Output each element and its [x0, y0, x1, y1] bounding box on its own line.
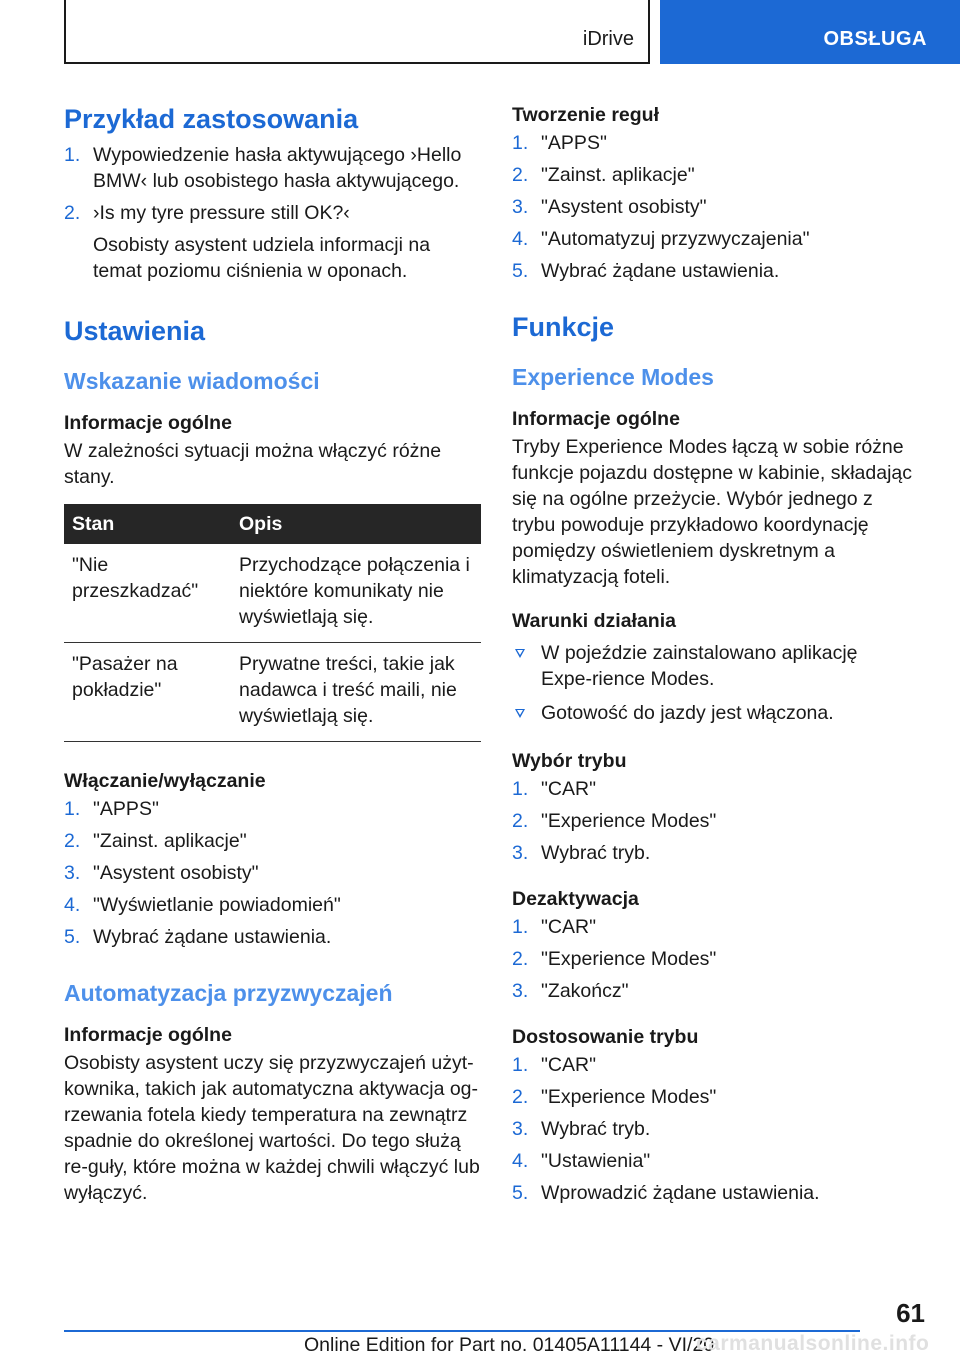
step-text: "Experience Modes" — [541, 1086, 717, 1108]
header-chapter-title: OBSŁUGA — [823, 28, 927, 50]
step-text: "CAR" — [541, 778, 597, 800]
step-number: 2. — [64, 830, 81, 852]
rules-step — [512, 162, 912, 188]
adjust-step — [512, 1116, 912, 1142]
step-text: ›Is my tyre pressure still OK?‹ — [93, 202, 350, 224]
heading-automation: Automatyzacja przyzwyczajeń — [64, 980, 393, 1006]
example-note: Osobisty asystent udziela informacji na temat poziomu ciśnienia w oponach. — [93, 234, 431, 282]
table-cell-description: Przychodzące połączenia i niektóre komunikaty nie wyświetlają się. — [231, 544, 481, 643]
step-number: 5. — [512, 260, 529, 282]
automation-text: Osobisty asystent uczy się przyzwyczajeń użyt-kownika, takich jak automatyczna aktywacja og-rzewania fotela kiedy temperatura na zewnątrz spadnie do określonej wartości. Do tego służą re-guły, które można w każdej chwili włączyć lub wyłączyć. — [64, 1052, 480, 1204]
onoff-step — [64, 924, 481, 950]
step-number: 2. — [512, 810, 529, 832]
step-text: Wybrać tryb. — [541, 842, 651, 864]
status-table — [64, 504, 481, 742]
step-text: "Asystent osobisty" — [541, 196, 707, 218]
step-number: 3. — [512, 196, 529, 218]
adjust-step — [512, 1180, 912, 1206]
step-text: Wybrać żądane ustawienia. — [93, 926, 332, 948]
condition-text: W pojeździe zainstalowano aplikację Expe-rience Modes. — [541, 642, 858, 690]
step-number: 1. — [512, 778, 529, 800]
table-cell-state: "Nie przeszkadzać" — [64, 544, 231, 643]
triangle-bullet-icon — [515, 649, 525, 658]
step-number: 1. — [512, 1054, 529, 1076]
step-text: Wybrać żądane ustawienia. — [541, 260, 780, 282]
step-number: 5. — [64, 926, 81, 948]
step-text: Wypowiedzenie hasła aktywującego ›Hello BMW‹ lub osobistego hasła aktywującego. — [93, 144, 462, 192]
modes-text: Tryby Experience Modes łączą w sobie różne funkcje pojazdu dostępne w kabinie, składając się na ogólne przeżycie. Wybór jednego z trybu powoduje przykładowo koordynację pomiędzy oświetleniem dyskretnym a klimatyzacją foteli. — [512, 436, 913, 588]
heading-settings: Ustawienia — [64, 316, 206, 346]
step-text: "Wyświetlanie powiadomień" — [93, 894, 341, 916]
heading-deactivation: Dezaktywacja — [512, 888, 639, 910]
heading-notification: Wskazanie wiadomości — [64, 368, 320, 394]
onoff-step — [64, 796, 481, 822]
step-text: "Automatyzuj przyzwyczajenia" — [541, 228, 810, 250]
onoff-step — [64, 860, 481, 886]
general-info-text: W zależności sytuacji można włączyć różne stany. — [64, 440, 442, 488]
right-column — [512, 100, 912, 1212]
step-text: "Ustawienia" — [541, 1150, 651, 1172]
table-header-stan: Stan — [64, 504, 231, 544]
condition-item — [512, 640, 912, 692]
page-number: 61 — [896, 1298, 925, 1328]
step-number: 3. — [64, 862, 81, 884]
step-number: 1. — [512, 916, 529, 938]
header-chapter-tab — [660, 0, 960, 64]
step-number: 4. — [512, 228, 529, 250]
heading-general-info: Informacje ogólne — [64, 412, 232, 434]
step-text: "APPS" — [93, 798, 159, 820]
step-number: 4. — [64, 894, 81, 916]
step-text: "Asystent osobisty" — [93, 862, 259, 884]
heading-experience-modes: Experience Modes — [512, 364, 714, 390]
heading-onoff: Włączanie/wyłączanie — [64, 770, 266, 792]
rules-step — [512, 226, 912, 252]
heading-general-info: Informacje ogólne — [512, 408, 680, 430]
table-cell-state: "Pasażer na pokładzie" — [64, 643, 231, 742]
heading-conditions: Warunki działania — [512, 610, 676, 632]
table-row — [64, 544, 481, 643]
deactivate-step — [512, 914, 912, 940]
step-text: "CAR" — [541, 916, 597, 938]
table-row — [64, 643, 481, 742]
table-cell-description: Prywatne treści, takie jak nadawca i treść maili, nie wyświetlają się. — [231, 643, 481, 742]
step-number: 1. — [64, 798, 81, 820]
step-text: "Experience Modes" — [541, 948, 717, 970]
heading-create-rules: Tworzenie reguł — [512, 104, 659, 126]
adjust-step — [512, 1148, 912, 1174]
step-number: 2. — [512, 948, 529, 970]
example-step — [64, 142, 481, 194]
heading-general-info-2: Informacje ogólne — [64, 1024, 232, 1046]
step-number: 1. — [512, 132, 529, 154]
header-section-title: iDrive — [582, 28, 634, 50]
select-step — [512, 808, 912, 834]
rules-step — [512, 258, 912, 284]
step-number: 3. — [512, 980, 529, 1002]
table-header-row — [64, 504, 481, 544]
footer-edition-text: Online Edition for Part no. 01405A11144 - VI/20 — [304, 1334, 715, 1356]
left-column — [64, 100, 481, 1206]
watermark: carmanualsonline.info — [696, 1332, 930, 1355]
step-number: 2. — [512, 1086, 529, 1108]
step-text: "Zainst. aplikacje" — [541, 164, 695, 186]
deactivate-step — [512, 946, 912, 972]
step-number: 4. — [512, 1150, 529, 1172]
triangle-bullet-icon — [515, 709, 525, 718]
select-step — [512, 840, 912, 866]
step-number: 2. — [64, 202, 81, 224]
select-step — [512, 776, 912, 802]
step-text: "Experience Modes" — [541, 810, 717, 832]
step-number: 2. — [512, 164, 529, 186]
step-number: 3. — [512, 1118, 529, 1140]
step-text: Wybrać tryb. — [541, 1118, 651, 1140]
header-section-box — [64, 0, 650, 64]
step-text: "Zainst. aplikacje" — [93, 830, 247, 852]
step-text: "Zakończ" — [541, 980, 629, 1002]
onoff-step — [64, 892, 481, 918]
rules-step — [512, 194, 912, 220]
step-text: "CAR" — [541, 1054, 597, 1076]
adjust-step — [512, 1084, 912, 1110]
step-number: 5. — [512, 1182, 529, 1204]
heading-functions: Funkcje — [512, 312, 615, 342]
heading-adjust-mode: Dostosowanie trybu — [512, 1026, 699, 1048]
deactivate-step — [512, 978, 912, 1004]
step-text: Wprowadzić żądane ustawienia. — [541, 1182, 820, 1204]
table-header-opis: Opis — [231, 504, 481, 544]
adjust-step — [512, 1052, 912, 1078]
heading-example: Przykład zastosowania — [64, 104, 359, 134]
rules-step — [512, 130, 912, 156]
step-text: "APPS" — [541, 132, 607, 154]
step-number: 1. — [64, 144, 81, 166]
step-number: 3. — [512, 842, 529, 864]
example-step — [64, 200, 481, 226]
heading-select-mode: Wybór trybu — [512, 750, 627, 772]
condition-text: Gotowość do jazdy jest włączona. — [541, 702, 834, 724]
condition-item — [512, 700, 912, 726]
onoff-step — [64, 828, 481, 854]
